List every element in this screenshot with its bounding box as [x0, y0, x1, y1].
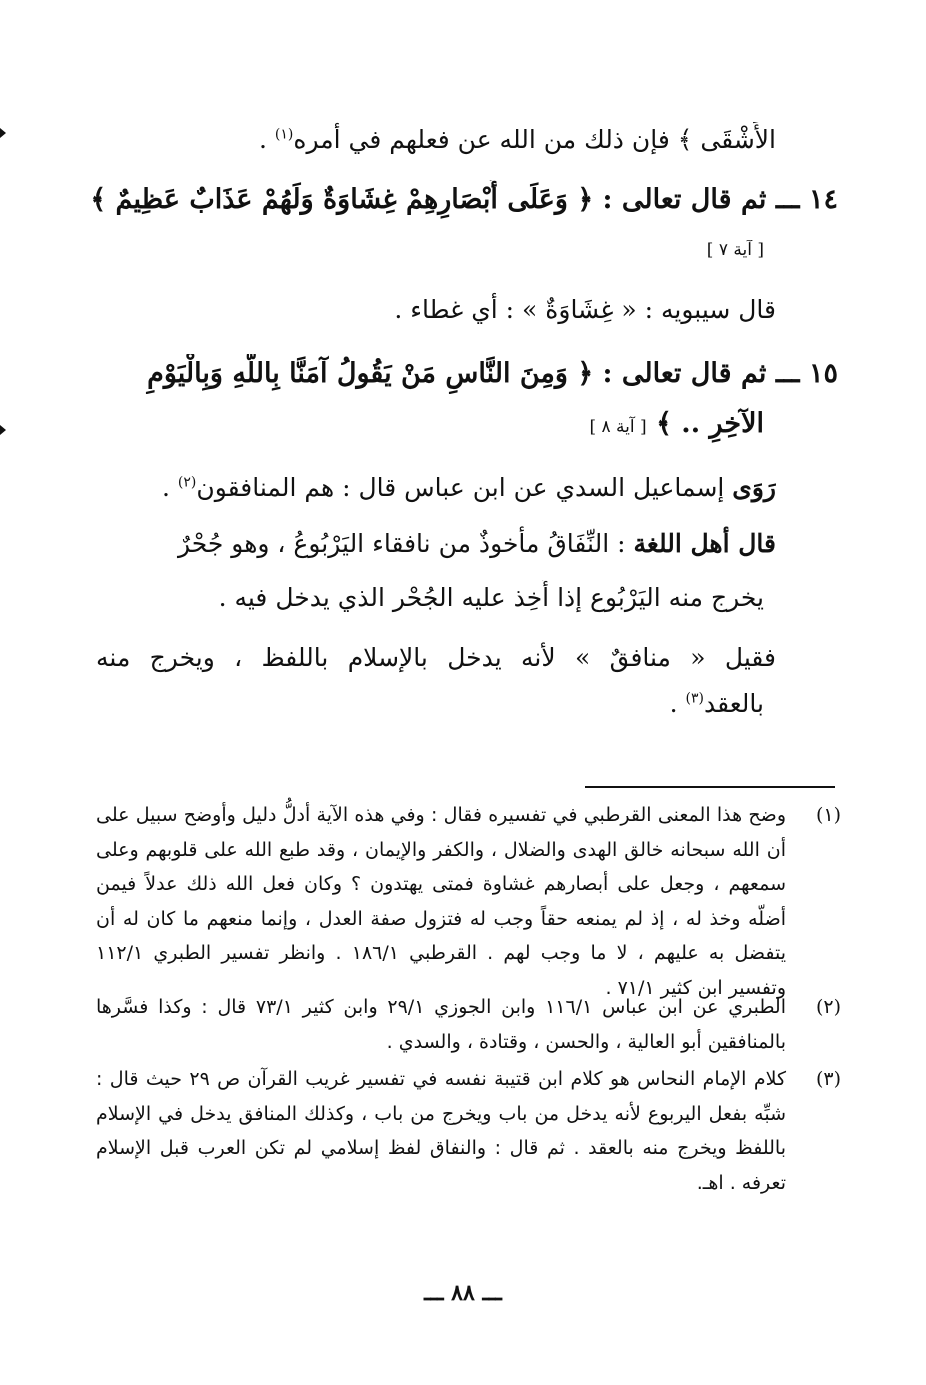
linguists-line: قال أهل اللغة : النِّفَاقُ مأخوذٌ من نافقاء اليَرْبُوعُ ، وهو جُحْرٌ — [177, 529, 776, 558]
ayah-15 — [78, 354, 838, 394]
margin-mark — [0, 425, 6, 435]
footnote-text: كلام الإمام النحاس هو كلام ابن قتيبة نفسه في تفسير غريب القرآن ص ٢٩ حيث قال : شبِّه بفعل اليربوع لأنه يدخل من باب ويخرج من باب ، وكذلك المنافق يدخل في الإسلام باللفظ ويخرج منه بالعقد . ثم قال : والنفاق لفظ إسلامي لم تكن العرب قبل الإسلام تعرفه . اهـ. — [96, 1068, 786, 1194]
footnote-text: الطبري عن ابن عباس ١١٦/١ وابن الجوزي ٢٩/١ وابن كثير ٧٣/١ قال : وكذا فسَّرها بالمنافقين أبو العالية ، والحسن ، وقتادة ، والسدي . — [96, 996, 786, 1053]
sibawayh-line: قال سيبويه : « غِشَاوَةٌ » : أي غطاء . — [394, 295, 776, 324]
footnote-separator — [585, 786, 835, 788]
footnote-text: وضح هذا المعنى القرطبي في تفسيره فقال : وفي هذه الآية أدلُّ دليل وأوضح سبيل على أن الله سبحانه خالق الهدى والضلال ، والكفر والإيمان ، وقد طبع الله على قلوبهم وعلى سمعهم ، وجعل على أبصارهم غشاوة فمتى يهتدون ؟ وكان فعل الله ذلك عدلاً فيمن أضلّه وخذ له ، إذ لم يمنعه حقاً وجب له فتزول صفة العدل ، وإنما منعهم ما كان له أن يتفضل به عليهم ، لا ما وجب لهم . القرطبي ١٨٦/١ . وانظر تفسير الطبري ١١٢/١ وتفسير ابن كثير ٧١/١ . — [96, 804, 787, 999]
ayah-reference: [ آية ٧ ] — [706, 240, 764, 260]
footnote-number: (٢) — [815, 996, 841, 1018]
item-number: ١٥ ـــ — [775, 358, 838, 389]
ayah-text: ثم قال تعالى : ﴿ وَعَلَى أَبْصَارِهِمْ غِشَاوَةٌ وَلَهُمْ عَذَابٌ عَظِيمٌ ﴾ — [90, 184, 767, 215]
ayah-text: الآخِرِ .. ﴾ — [656, 408, 764, 439]
ayah-reference: [ آية ٨ ] — [589, 417, 647, 437]
margin-mark — [0, 128, 6, 138]
ayah-15-continuation — [84, 404, 764, 447]
munafiq-line-2: بالعقد$^{(٣)}$ . — [669, 689, 764, 718]
page-number: ـــ ٨٨ ـــ — [424, 1280, 502, 1306]
footnote — [96, 798, 841, 1005]
text-line-continuation: الأَشْقَى ﴾ فإن ذلك من الله عن فعلهم في أمره$^{(١)}$ . — [258, 125, 776, 154]
ayah-text: ثم قال تعالى : ﴿ وَمِنَ النَّاسِ مَنْ يَقُولُ آمَنَّا بِاللَّهِ وَبِالْيَوْمِ — [147, 358, 767, 389]
munafiq-line: فقيل « منافقٌ » لأنه يدخل بالإسلام باللفظ ، ويخرج منه — [96, 643, 776, 672]
footnote-ref: (٢) — [177, 474, 197, 491]
footnote-ref: (١) — [274, 126, 294, 143]
ayah-14 — [78, 180, 838, 220]
footnote — [96, 990, 841, 1059]
footnote-ref: (٣) — [685, 690, 704, 707]
narration-line: رَوَى إسماعيل السدي عن ابن عباس قال : هم المنافقون$^{(٢)}$ . — [161, 473, 776, 502]
linguists-line-2: يخرج منه اليَرْبُوع إذا أُخِذ عليه الجُحْر الذي يدخل فيه . — [218, 583, 764, 612]
footnote-number: (٣) — [815, 1068, 841, 1090]
footnote-number: (١) — [815, 804, 841, 826]
footnote — [96, 1062, 841, 1200]
item-number: ١٤ ـــ — [775, 184, 838, 215]
